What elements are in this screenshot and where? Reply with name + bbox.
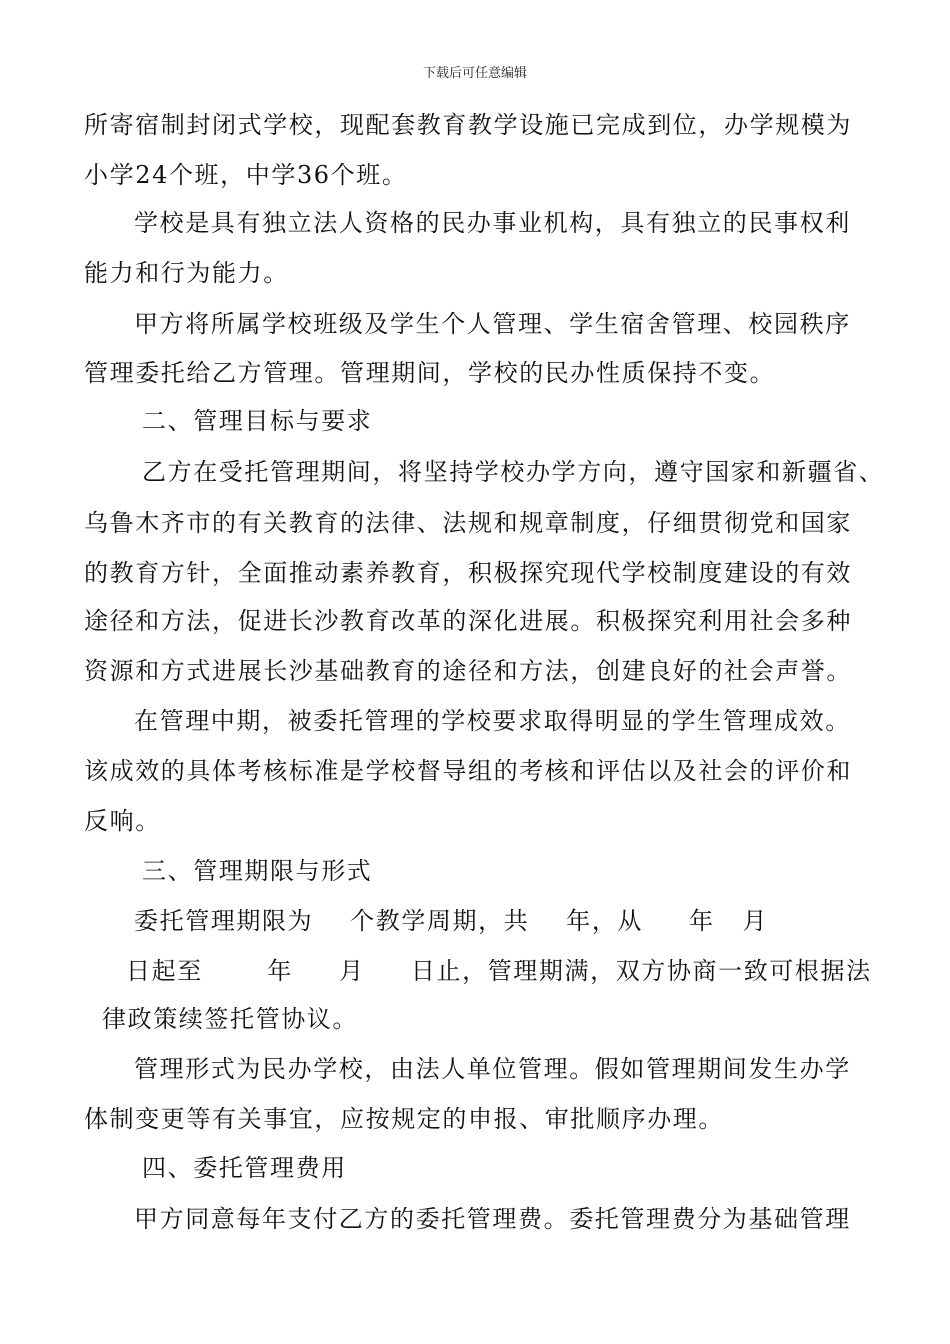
body-text-line: 委托管理期限为 个教学周期，共 年，从 年 月 bbox=[134, 907, 769, 935]
body-text-line: 能力和行为能力。 bbox=[84, 259, 289, 287]
section-heading: 四、委托管理费用 bbox=[142, 1154, 347, 1182]
body-text-line: 该成效的具体考核标准是学校督导组的考核和评估以及社会的评价和 bbox=[84, 757, 852, 785]
page-header: 下载后可任意编辑 bbox=[422, 66, 527, 81]
body-text-line: 途径和方法，促进长沙教育改革的深化进展。积极探究利用社会多种 bbox=[84, 607, 852, 635]
section-heading: 二、管理目标与要求 bbox=[142, 407, 373, 435]
body-text-line: 乙方在受托管理期间，将坚持学校办学方向，遵守国家和新疆省、 bbox=[142, 458, 885, 486]
section-heading: 三、管理期限与形式 bbox=[142, 857, 373, 885]
body-text-line: 甲方同意每年支付乙方的委托管理费。委托管理费分为基础管理 bbox=[134, 1205, 851, 1233]
body-text-line: 日起至 年 月 日止，管理期满，双方协商一致可根据法 bbox=[126, 957, 872, 985]
body-text-line: 甲方将所属学校班级及学生个人管理、学生宿舍管理、校园秩序 bbox=[134, 310, 851, 338]
body-text-line: 管理委托给乙方管理。管理期间，学校的民办性质保持不变。 bbox=[84, 359, 776, 387]
body-text-line: 体制变更等有关事宜，应按规定的申报、审批顺序办理。 bbox=[84, 1105, 724, 1133]
body-text-line: 小学24个班，中学36个班。 bbox=[84, 161, 408, 189]
body-text-line: 所寄宿制封闭式学校，现配套教育教学设施已完成到位，办学规模为 bbox=[84, 111, 852, 139]
body-text-line: 乌鲁木齐市的有关教育的法律、法规和规章制度，仔细贯彻党和国家 bbox=[84, 509, 852, 537]
body-text-line: 律政策续签托管协议。 bbox=[102, 1005, 358, 1033]
body-text-line: 学校是具有独立法人资格的民办事业机构，具有独立的民事权利 bbox=[134, 209, 851, 237]
body-text-line: 管理形式为民办学校，由法人单位管理。假如管理期间发生办学 bbox=[134, 1055, 851, 1083]
body-text-line: 的教育方针，全面推动素养教育，积极探究现代学校制度建设的有效 bbox=[84, 559, 852, 587]
body-text-line: 反响。 bbox=[84, 807, 161, 835]
body-text-line: 在管理中期，被委托管理的学校要求取得明显的学生管理成效。 bbox=[134, 707, 851, 735]
body-text-line: 资源和方式进展长沙基础教育的途径和方法，创建良好的社会声誉。 bbox=[84, 657, 852, 685]
